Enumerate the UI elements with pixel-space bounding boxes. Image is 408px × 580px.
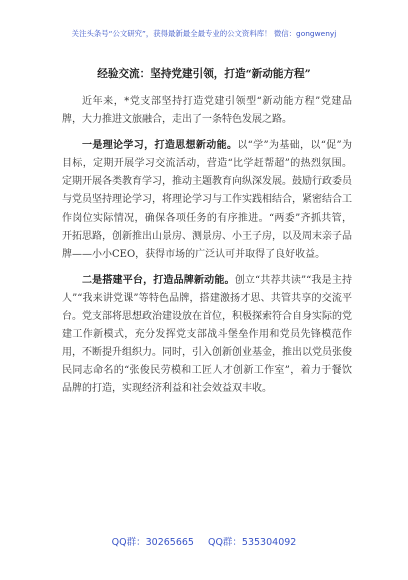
section-text-2: 创立“共荐共读”“我是主持人”“我来讲党课”等特色品牌，搭建激扬才思、共管共享的交流平台。党支部将思想政治建设放在首位，积极探索符合自身实际的党建工作新模式，充分发挥党支部战斗堡垒作用和党员先锋模范作用，不断提升组织力。同时，引入创新创业基金，推出以党员张俊民同志命名的“张俊民劳模和工匠人才创新工作室”，着力于餐饮品牌的打造，实现经济利益和社会效益双丰收。 <box>62 274 352 395</box>
section-lead-2: 二是搭建平台，打造品牌新动能。 <box>82 274 235 286</box>
section-paragraph-1 <box>62 137 352 264</box>
section-text-1: 以“学”为基础，以“促”为目标，定期开展学习交流活动，营造“比学赶帮超”的热烈氛围。定期开展各类教育学习，推动主题教育向纵深发展。鼓励行政委员与党员坚持理论学习，将理论学习与工作实践相结合，紧密结合工作岗位实际情况，确保各项任务的有序推进。“两委”齐抓共管，开拓思路，创新推出山景房、测景房、小王子房，以及周末亲子品牌——小小CEO，获得市场的广泛认可并取得了良好收益。 <box>62 140 353 260</box>
section-paragraph-2 <box>62 272 352 399</box>
document-body <box>62 93 352 399</box>
document-title: 经验交流：坚持党建引领，打造“新动能方程” <box>97 68 311 80</box>
footer-qq-groups <box>0 534 408 548</box>
header-banner: 关注头条号“公文研究”，获得最新最全最专业的公文资料库！ 微信：gongwenyj <box>71 29 337 38</box>
footer-qq-group-2: QQ群：535304092 <box>207 537 297 548</box>
section-lead-1: 一是理论学习，打造思想新动能。 <box>82 140 238 152</box>
footer-qq-group-1: QQ群：30265665 <box>111 537 194 548</box>
intro-paragraph: 近年来，*党支部坚持打造党建引领型“新动能方程”党建品牌，大力推进文旅融合，走出了一条特色发展之路。 <box>62 96 352 126</box>
